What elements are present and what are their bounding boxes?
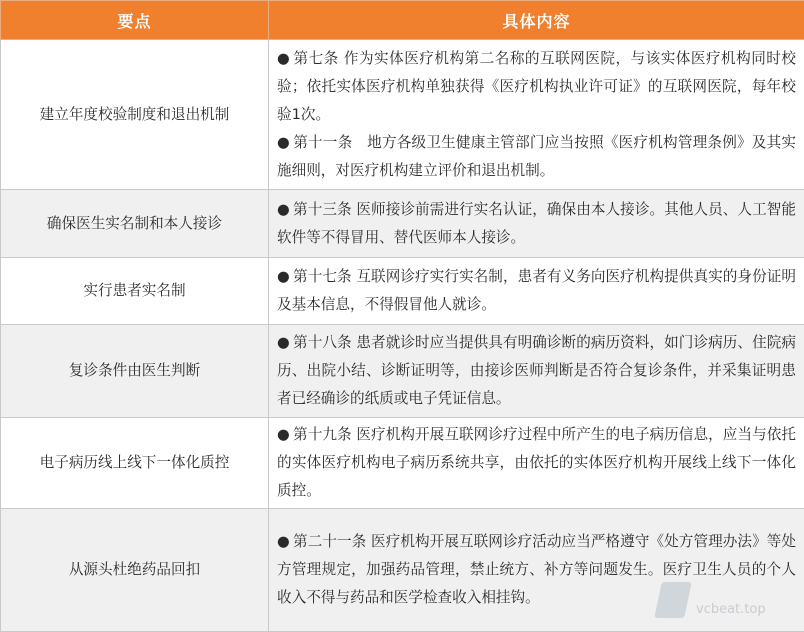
- content-cell: [269, 258, 804, 325]
- header-key: 要点: [1, 1, 269, 40]
- bullet-icon: ●: [277, 421, 293, 449]
- provision-paragraph: [277, 329, 796, 413]
- point-cell: 电子病历线上线下一体化质控: [1, 418, 269, 509]
- table-body: [1, 40, 804, 632]
- provision-paragraph: [277, 45, 796, 129]
- vcbeat-logo-icon: [654, 582, 692, 618]
- table-row: [1, 40, 804, 190]
- provision-paragraph: [277, 263, 796, 319]
- bullet-icon: ●: [277, 45, 293, 73]
- content-cell: [269, 40, 804, 190]
- bullet-icon: ●: [277, 263, 293, 291]
- table-row: [1, 418, 804, 509]
- point-cell: 建立年度校验制度和退出机制: [1, 40, 269, 190]
- watermark-url: vcbeat.top: [696, 602, 766, 617]
- content-cell: [269, 190, 804, 258]
- bullet-icon: ●: [277, 129, 293, 157]
- point-cell: 确保医生实名制和本人接诊: [1, 190, 269, 258]
- provision-text: 第十一条 地方各级卫生健康主管部门应当按照《医疗机构管理条例》及其实施细则，对医疗机构建立评价和退出机制。: [277, 134, 796, 179]
- provision-text: 第十七条 互联网诊疗实行实名制，患者有义务向医疗机构提供真实的身份证明及基本信息，不得假冒他人就诊。: [277, 268, 796, 313]
- point-cell: 实行患者实名制: [1, 258, 269, 325]
- point-cell: 复诊条件由医生判断: [1, 325, 269, 418]
- provision-paragraph: [277, 129, 796, 185]
- table-row: [1, 325, 804, 418]
- vcbeat-watermark: [658, 578, 798, 626]
- provision-paragraph: [277, 421, 796, 505]
- header-content: 具体内容: [269, 1, 804, 40]
- provision-paragraph: [277, 196, 796, 252]
- provision-text: 第十八条 患者就诊时应当提供具有明确诊断的病历资料，如门诊病历、住院病历、出院小结、诊断证明等，由接诊医师判断是否符合复诊条件，并采集证明患者已经确诊的纸质或电子凭证信息。: [277, 334, 796, 407]
- header-row: [1, 1, 804, 40]
- bullet-icon: ●: [277, 329, 293, 357]
- content-cell: [269, 325, 804, 418]
- point-cell: 从源头杜绝药品回扣: [1, 509, 269, 632]
- bullet-icon: ●: [277, 528, 293, 556]
- provision-text: 第十三条 医师接诊前需进行实名认证，确保由本人接诊。其他人员、人工智能软件等不得冒用、替代医师本人接诊。: [277, 201, 796, 246]
- provision-text: 第七条 作为实体医疗机构第二名称的互联网医院，与该实体医疗机构同时校验；依托实体医疗机构单独获得《医疗机构执业许可证》的互联网医院，每年校验1次。: [277, 50, 796, 123]
- provision-text: 第十九条 医疗机构开展互联网诊疗过程中所产生的电子病历信息，应当与依托的实体医疗机构电子病历系统共享，由依托的实体医疗机构开展线上线下一体化质控。: [277, 426, 796, 499]
- provision-text: 第二十一条 医疗机构开展互联网诊疗活动应当严格遵守《处方管理办法》等处方管理规定，加强药品管理，禁止统方、补方等问题发生。医疗卫生人员的个人收入不得与药品和医学检查收入相挂钩。: [277, 533, 796, 606]
- content-cell: [269, 418, 804, 509]
- table-row: [1, 258, 804, 325]
- table-row: [1, 190, 804, 258]
- bullet-icon: ●: [277, 196, 293, 224]
